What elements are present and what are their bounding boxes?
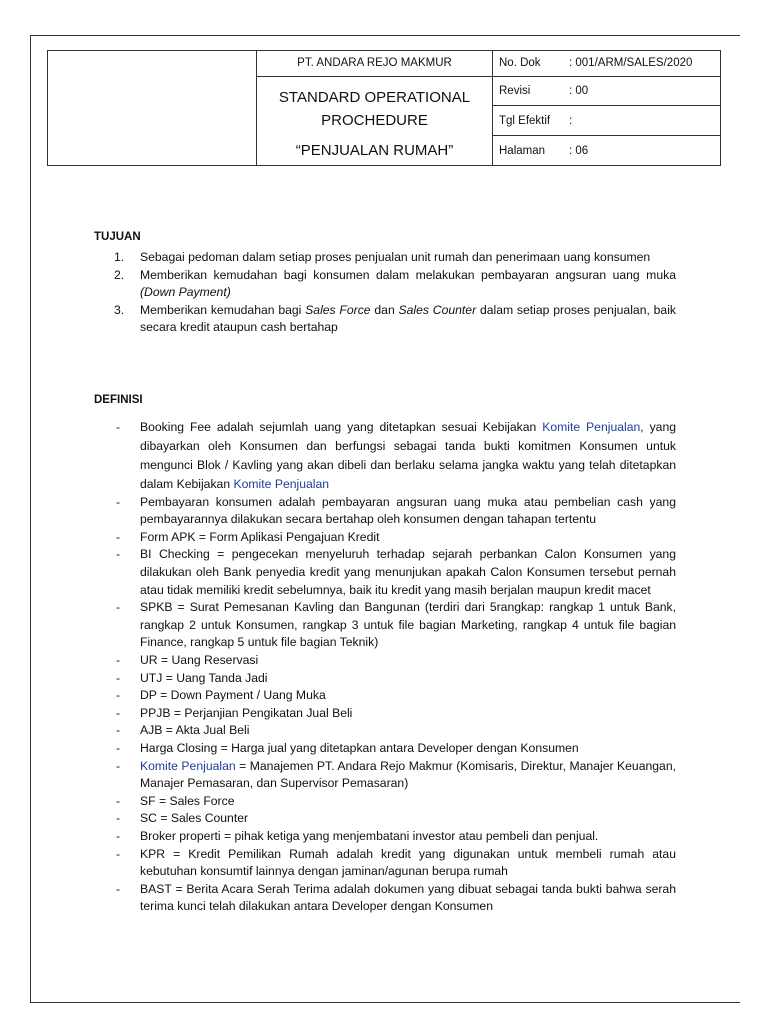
meta-no-dok: [493, 51, 721, 77]
meta-value: : 001/ARM/SALES/2020: [569, 57, 693, 70]
meta-label: Revisi: [499, 84, 531, 97]
item-text-italic: (Down Payment): [140, 285, 231, 300]
list-item-sc: [114, 810, 676, 828]
sop-subtitle: “PENJUALAN RUMAH”: [295, 142, 454, 160]
item-text: UTJ = Uang Tanda Jadi: [140, 670, 268, 685]
tujuan-heading: TUJUAN: [94, 231, 141, 243]
meta-value: : 00: [569, 84, 589, 97]
list-item: [114, 302, 676, 337]
item-text: SF = Sales Force: [140, 793, 235, 808]
item-text: Pembayaran konsumen adalah pembayaran angsuran uang muka atau pembelian cash yang pembayarannya dilakukan secara bertahap oleh konsumen dengan tahapan tertentu: [140, 494, 676, 527]
list-item-harga-closing: [114, 740, 676, 758]
dash-bullet: -: [116, 740, 121, 755]
dash-bullet: -: [116, 881, 121, 896]
item-text: SC = Sales Counter: [140, 811, 249, 826]
dash-bullet: -: [116, 846, 121, 861]
item-text: dalam setiap proses penjualan, baik secara kredit ataupun cash bertahap: [140, 302, 677, 335]
list-item-ur: [114, 652, 676, 670]
item-text-italic: Sales Force: [305, 302, 371, 317]
dash-bullet: -: [116, 529, 121, 544]
dash-bullet: -: [116, 705, 121, 720]
item-number: 1.: [114, 250, 125, 264]
list-item: [114, 267, 676, 302]
item-text: = Manajemen PT. Andara Rejo Makmur (Komisaris, Direktur, Manajer Keuangan, Manajer Pemasaran, dan Supervisor Pemasaran): [140, 758, 676, 791]
meta-value: :: [569, 114, 573, 127]
dash-bullet: -: [116, 758, 121, 773]
item-text-italic: Sales Counter: [398, 302, 477, 317]
company-name: PT. ANDARA REJO MAKMUR: [257, 51, 493, 77]
list-item-broker: [114, 828, 676, 846]
list-item-form-apk: [114, 529, 676, 547]
list-item-pembayaran: [114, 494, 676, 529]
dash-bullet: -: [116, 811, 121, 826]
list-item-kpr: [114, 846, 676, 881]
list-item: [114, 249, 676, 267]
sop-title-line1: STANDARD OPERATIONAL: [278, 89, 471, 107]
logo-cell: [48, 51, 257, 166]
meta-label: No. Dok: [499, 57, 541, 70]
meta-label: Halaman: [499, 144, 546, 157]
item-text: Sebagai pedoman dalam setiap proses penjualan unit rumah dan penerimaan uang konsumen: [140, 250, 651, 264]
definisi-list: [114, 418, 676, 916]
meta-halaman: [493, 136, 721, 166]
list-item-komite-penjualan: [114, 758, 676, 793]
meta-tgl-efektif: [493, 106, 721, 136]
item-text: PPJB = Perjanjian Pengikatan Jual Beli: [140, 705, 353, 720]
list-item-utj: [114, 670, 676, 688]
list-item-ajb: [114, 722, 676, 740]
title-cell: [257, 76, 493, 165]
item-number: 3.: [114, 302, 125, 317]
meta-label: Tgl Efektif: [499, 114, 551, 127]
item-text: Booking Fee adalah sejumlah uang yang ditetapkan sesuai Kebijakan: [140, 420, 543, 434]
dash-bullet: -: [116, 652, 121, 667]
tujuan-list: [114, 249, 676, 337]
list-item-sf: [114, 793, 676, 811]
item-text: Harga Closing = Harga jual yang ditetapkan antara Developer dengan Konsumen: [140, 740, 579, 755]
item-text: BAST = Berita Acara Serah Terima adalah dokumen yang dibuat sebagai tanda bukti bahwa serah terima kunci telah dilakukan antara Developer dengan Konsumen: [140, 881, 676, 914]
meta-value: : 06: [569, 144, 589, 157]
item-text: Form APK = Form Aplikasi Pengajuan Kredit: [140, 529, 380, 544]
item-text: UR = Uang Reservasi: [140, 652, 259, 667]
list-item-dp: [114, 687, 676, 705]
dash-bullet: -: [116, 420, 121, 434]
item-number: 2.: [114, 267, 125, 282]
item-text: AJB = Akta Jual Beli: [140, 723, 250, 738]
meta-revisi: [493, 76, 721, 106]
list-item-bi-checking: [114, 546, 676, 599]
komite-penjualan-highlight: Komite Penjualan: [140, 758, 236, 773]
item-text: BI Checking = pengecekan menyeluruh terhadap sejarah perbankan Calon Konsumen yang dilakukan oleh Bank penyedia kredit yang menunjukan apakah Calon Konsumen tersebut pernah atau tidak memiliki kredit sebelumnya, baik itu kredit yang masih berjalan maupun kredit macet: [140, 547, 676, 597]
dash-bullet: -: [116, 670, 121, 685]
item-text: KPR = Kredit Pemilikan Rumah adalah kredit yang digunakan untuk membeli rumah atau kebutuhan konsumtif lainnya dengan jaminan/agunan berupa rumah: [140, 846, 676, 879]
komite-penjualan-highlight: Komite Penjualan: [233, 476, 330, 491]
list-item-spkb: [114, 599, 676, 652]
item-text: Broker properti = pihak ketiga yang menjembatani investor atau pembeli dan penjual.: [140, 828, 599, 843]
dash-bullet: -: [116, 600, 121, 615]
dash-bullet: -: [116, 688, 121, 703]
sop-title: [257, 82, 492, 132]
komite-penjualan-highlight: Komite Penjualan: [542, 420, 641, 434]
list-item-bast: [114, 881, 676, 916]
item-text: Memberikan kemudahan bagi konsumen dalam melakukan pembayaran angsuran uang muka: [140, 267, 676, 282]
item-text: dan: [370, 302, 399, 317]
list-item-ppjb: [114, 705, 676, 723]
item-text: DP = Down Payment / Uang Muka: [140, 688, 326, 703]
item-text: Memberikan kemudahan bagi: [140, 302, 306, 317]
item-text: , yang dibayarkan oleh Konsumen dan berfungsi sebagai tanda bukti komitmen Konsumen untuk mengunci Blok / Kavling yang akan dibeli dan berlaku selama jangka waktu yang telah ditetapkan dalam Kebijakan: [140, 420, 676, 491]
dash-bullet: -: [116, 723, 121, 738]
document-header-table: [47, 50, 721, 166]
definisi-heading: DEFINISI: [94, 394, 143, 406]
item-text: SPKB = Surat Pemesanan Kavling dan Bangunan (terdiri dari 5rangkap: rangkap 1 untuk Bank, rangkap 2 untuk Konsumen, rangkap 3 untuk file bagian Marketing, rangkap 4 untuk file bagian Finance, rangkap 5 untuk file bagian Teknik): [140, 600, 676, 650]
list-item-booking-fee: [114, 418, 676, 494]
sop-title-line2: PROCHEDURE: [321, 112, 428, 130]
dash-bullet: -: [116, 494, 121, 509]
dash-bullet: -: [116, 547, 121, 562]
dash-bullet: -: [116, 828, 121, 843]
dash-bullet: -: [116, 793, 121, 808]
